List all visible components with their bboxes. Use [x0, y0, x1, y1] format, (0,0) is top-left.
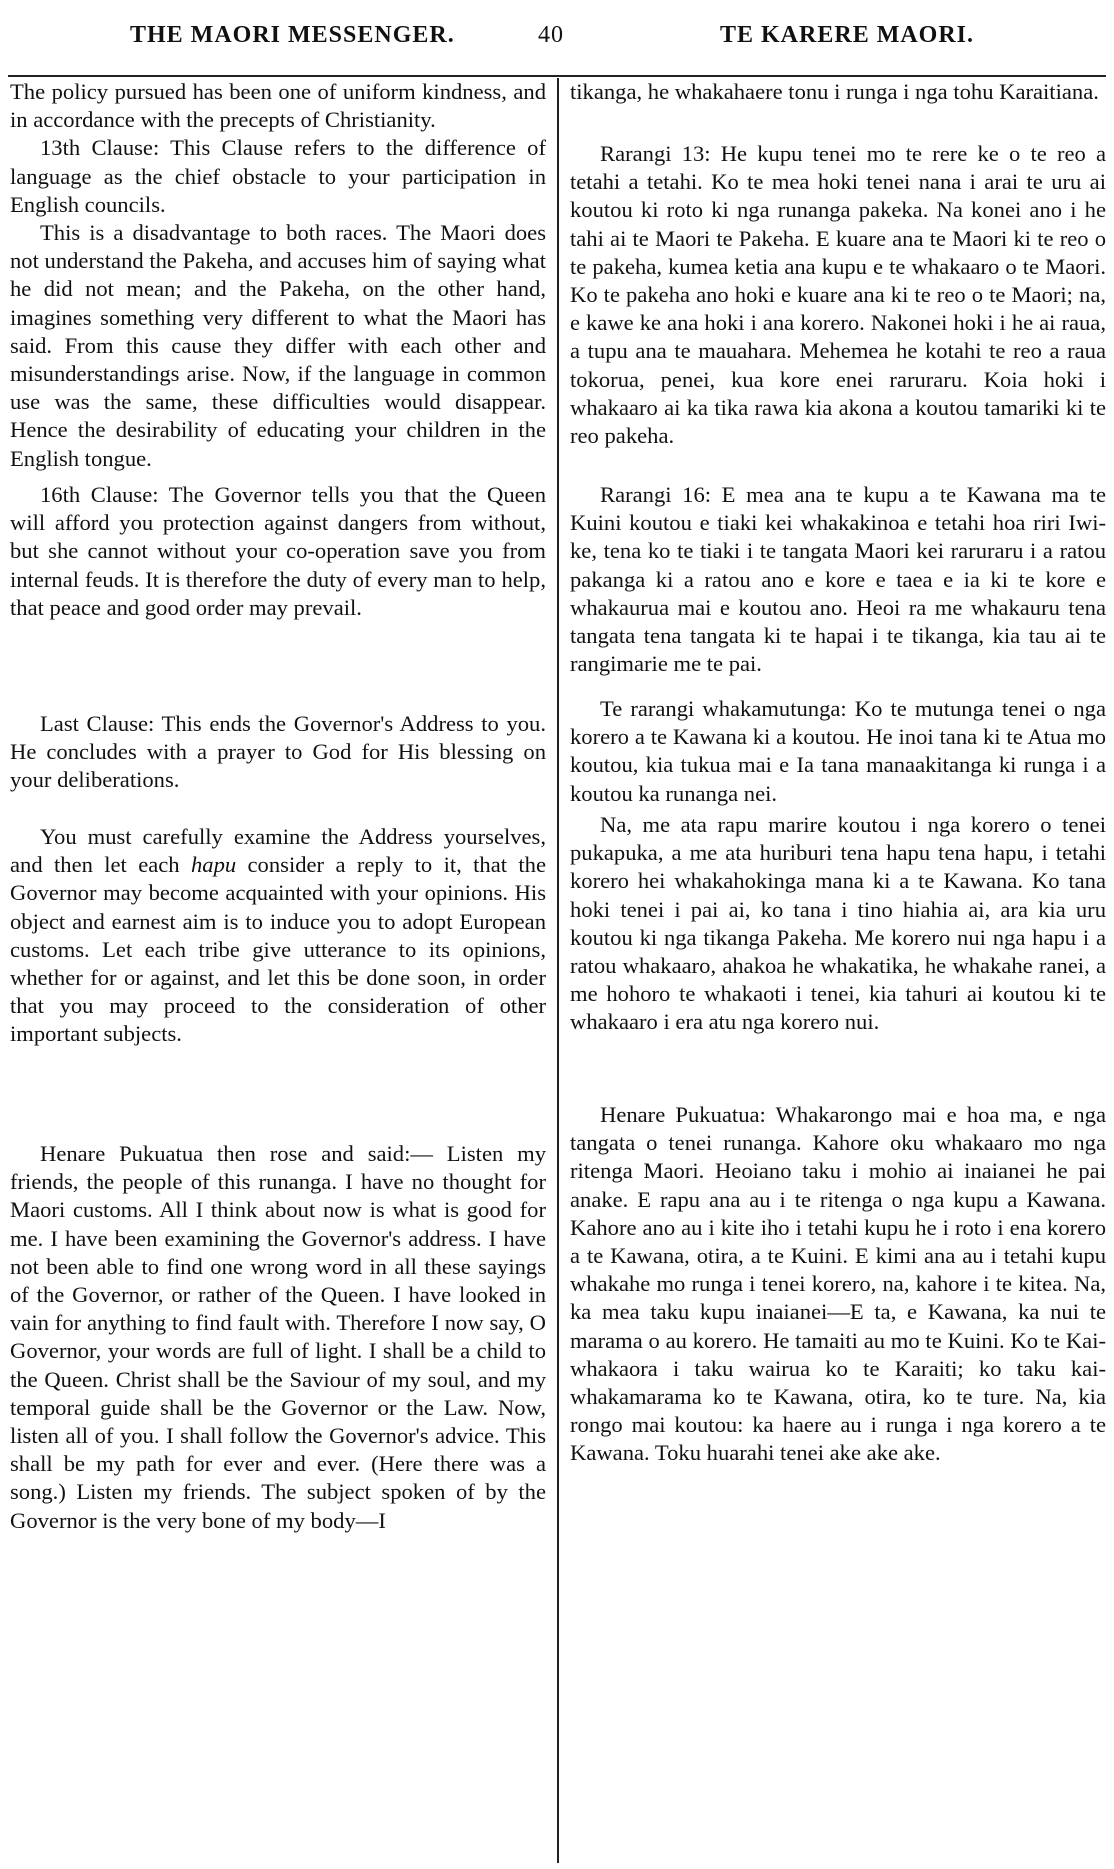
english-title: THE MAORI MESSENGER.: [130, 22, 455, 48]
english-careful-block: [10, 823, 546, 1049]
page-number: 40: [538, 22, 564, 48]
english-henare-speech: Henare Pukuatua then rose and said:— Listen my friends, the people of this runanga. I have no thought for Maori customs. All I think about now is what is good for me. I have been examining the Governor's address. I have not been able to find one wrong word in all these sayings of the Governor, or rather of the Queen. I have looked in vain for anything to find fault with. Therefore I now say, O Governor, your words are full of light. I shall be a child to the Queen. Christ shall be the Saviour of my soul, and my temporal guide shall be the Governor or the Law. Now, listen all of you. I shall follow the Governor's advice. This shall be my path for ever and ever. (Here there was a song.) Listen my friends. The subject spoken of by the Governor is the very bone of my body—I: [10, 1141, 546, 1533]
maori-intro: tikanga, he whakahaere tonu i runga i nga tohu Karaitiana.: [570, 79, 1099, 104]
english-clause-16: 16th Clause: The Governor tells you that the Queen will afford you protection against dangers from without, but she cannot without your co-operation save you from internal feuds. It is therefore the duty of every man to help, that peace and good order may prevail.: [10, 482, 546, 620]
maori-intro-block: [570, 78, 1106, 106]
english-intro: The policy pursued has been one of uniform kindness, and in accordance with the precepts of Christianity.: [10, 79, 546, 133]
english-last-clause-block: [10, 710, 546, 795]
maori-rarangi-16: Rarangi 16: E mea ana te kupu a te Kawana ma te Kuini koutou e tiaki kei whakakinoa e tetahi hoa riri Iwi-ke, tena ko te tiaki i te tangata Maori kei raruraru i a ratou pakanga ki a ratou ano e kore e taea e ia ki te kore e whakaurua mai e koutou ano. Heoi ra me whakauru tena tangata tena tangata ki te hapai i te tikanga, kia tau ai te rangimarie me te pai.: [570, 482, 1106, 677]
english-henare-block: [10, 1140, 546, 1535]
careful-text-b: consider a reply to it, that the Governor may become acquainted with your opinions. His object and earnest aim is to induce you to adopt European customs. Let each tribe give utterance to its opinions, whether for or against, and let this be done soon, in order that you may proceed to the consideration of other important subjects.: [10, 852, 546, 1047]
column-divider: [557, 78, 559, 1863]
hapu-word: hapu: [190, 852, 237, 878]
english-clause-13: 13th Clause: This Clause refers to the difference of language as the chief obstacle to your participation in English councils.: [10, 135, 546, 217]
careful-text-a: You must carefully examine the Address yourselves, and then let each: [10, 824, 546, 878]
maori-rarangi-13: Rarangi 13: He kupu tenei mo te rere ke o te reo a tetahi a tetahi. Ko te mea hoki tenei nana i arai te uru ai koutou ki roto ki nga runanga pakeka. Na konei ano i he tahi ai te Maori te Pakeha. E kuare ana te Maori ki te reo o te pakeha, kumea ketia ana kupu e te whakaaro o te Maori. Ko te pakeha ano hoki e kuare ana ki te reo o te Maori; na, e kawe ke ana hoki i ana korero. Nakonei hoki i he ai raua, a tupu ana te mauahara. Mehemea he kotahi te reo a raua tokorua, penei, kua kore enei raruraru. Koia hoki i whakaaro ai ka tika rawa kia akona a koutou tamariki ki te reo pakeha.: [570, 141, 1106, 449]
maori-na: Na, me ata rapu marire koutou i nga korero o tenei pukapuka, a me ata huriburi tena hapu tena hapu, i tetahi korero hei whakahokinga mana ki a te Kawana. Ko tana hoki tenei i pai ai, ko tana i tino hiahia ai, ara kia uru koutou ki nga tikanga Pakeha. Me korero nui nga hapu i a ratou whakaaro, ahakoa he whakatika, he whakahe ranei, a me hohoro te whakaoti i tenei, kia tahuri ai koutou ki te whakaaro i era atu nga korero nui.: [570, 812, 1106, 1035]
english-intro-block: [10, 78, 546, 473]
header-rule: [8, 75, 1106, 77]
maori-title: TE KARERE MAORI.: [720, 22, 975, 48]
english-clause-16-block: [10, 481, 546, 622]
maori-whakamutunga: Te rarangi whakamutunga: Ko te mutunga tenei o nga korero a te Kawana ki a koutou. He inoi tana ki te Atua mo koutou, kia tukua mai e Ia tana manaakitanga ki runga i a koutou ka runanga nei.: [570, 696, 1106, 806]
masthead: [0, 14, 1114, 54]
english-last-clause: Last Clause: This ends the Governor's Address to you. He concludes with a prayer to God for His blessing on your deliberations.: [10, 711, 546, 793]
english-careful-examine: [10, 823, 546, 1049]
english-clause-13-text: This is a disadvantage to both races. The Maori does not understand the Pakeha, and accuses him of saying what he did not mean; and the Pakeha, on the other hand, imagines something very different to what the Maori has said. From this cause they differ with each other and misunderstandings arise. Now, if the language in common use was the same, these difficulties would disappear. Hence the desirability of educating your children in the English tongue.: [10, 220, 546, 471]
maori-henare-block: [570, 1101, 1106, 1468]
maori-whakamutunga-block: [570, 695, 1106, 808]
maori-henare-speech: Henare Pukuatua: Whakarongo mai e hoa ma, e nga tangata o tenei runanga. Kahore oku whakaaro mo nga ritenga Maori. Heoiano taku i mohio ai inaianei he pai anake. E rapu ana au i te ritenga o nga kupu a Kawana. Kahore ano au i kite iho i tetahi kupu he i roto i ena korero a te Kawana, otira, a te Kuini. E kimi ana au i tetahi kupu whakahe mo runga i tenei korero, na, kahore i te kitea. Na, ka mea taku kupu inaianei—E ta, e Kawana, ka nui te marama o au korero. He tamaiti au mo te Kuini. Ko te Kai-whakaora i taku wairua ko te Karaiti; ko taku kai-whakamarama ko te Kawana, otira, ko te ture. Na, kia rongo mai koutou: ka haere au i runga i nga korero a te Kawana. Toku huarahi tenei ake ake ake.: [570, 1102, 1106, 1466]
maori-rarangi-16-block: [570, 481, 1106, 678]
maori-rarangi-13-block: [570, 140, 1106, 450]
maori-na-block: [570, 811, 1106, 1037]
